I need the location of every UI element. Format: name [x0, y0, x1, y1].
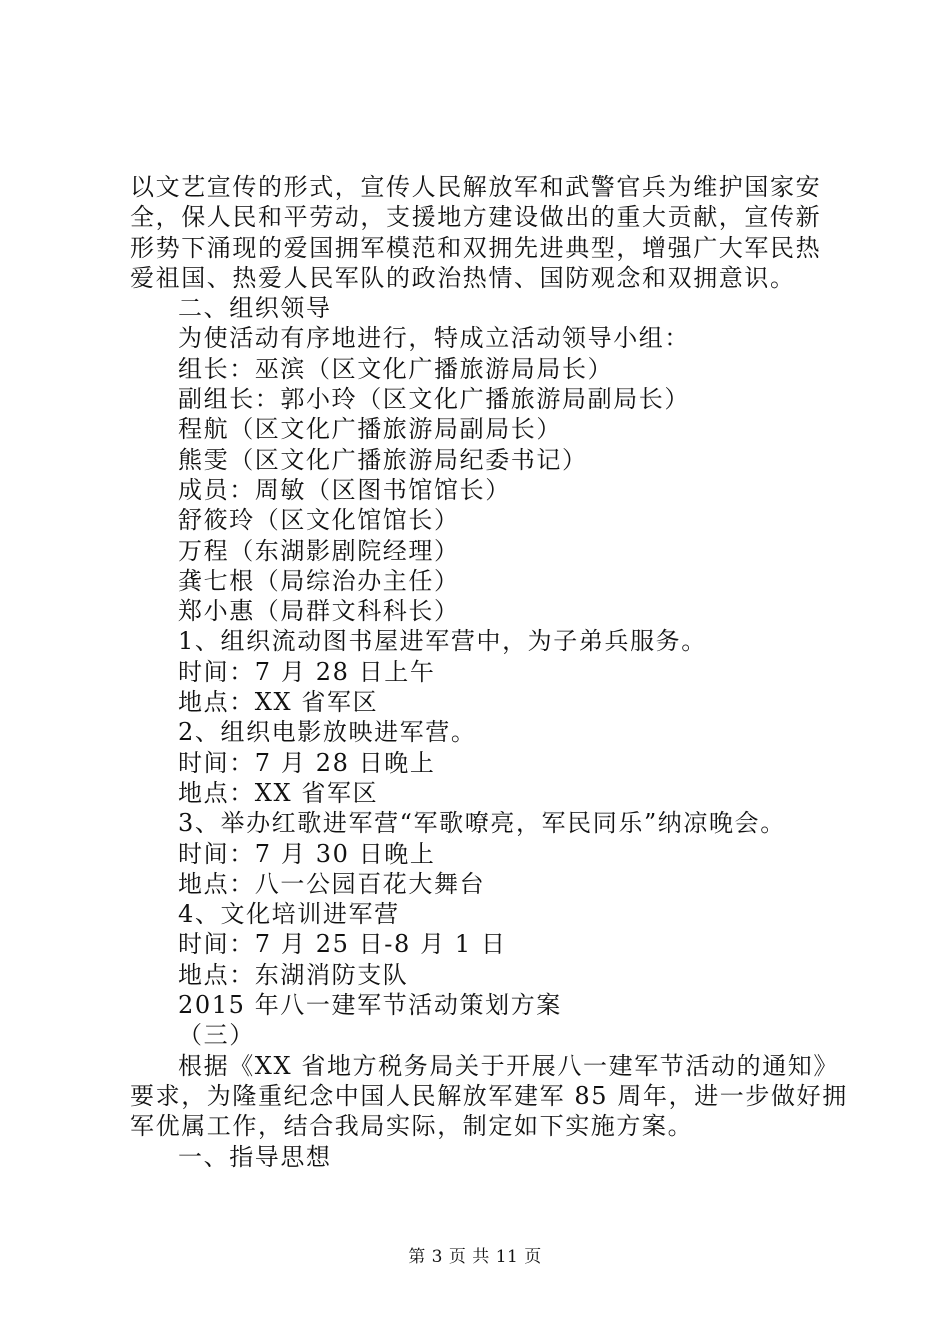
paragraph-line: 地点：八一公园百花大舞台 [178, 869, 486, 898]
paragraph-line: 龚七根（局综治办主任） [178, 566, 460, 595]
paragraph-line: 一、指导思想 [178, 1142, 332, 1171]
paragraph-line: 1、组织流动图书屋进军营中，为子弟兵服务。 [178, 627, 707, 656]
paragraph-line: 程航（区文化广播旅游局副局长） [178, 415, 562, 444]
paragraph-line: 舒筱玲（区文化馆馆长） [178, 506, 460, 535]
paragraph-line: 万程（东湖影剧院经理） [178, 536, 460, 565]
page-footer: 第 3 页 共 11 页 [408, 1247, 542, 1267]
paragraph-line: 二、组织领导 [178, 294, 332, 323]
paragraph-line: 郑小惠（局群文科科长） [178, 597, 460, 626]
paragraph-line: 成员：周敏（区图书馆馆长） [178, 475, 511, 504]
paragraph-line: 军优属工作，结合我局实际，制定如下实施方案。 [130, 1112, 694, 1141]
paragraph-line: 爱祖国、热爱人民军队的政治热情、国防观念和双拥意识。 [130, 263, 796, 292]
paragraph-line: （三） [178, 1021, 255, 1050]
document-body [130, 172, 848, 1172]
paragraph-line: 为使活动有序地进行，特成立活动领导小组： [178, 324, 690, 353]
paragraph-line: 以文艺宣传的形式，宣传人民解放军和武警官兵为维护国家安 [130, 173, 822, 201]
paragraph-line: 地点：XX 省军区 [178, 688, 379, 717]
paragraph-line: 副组长：郭小玲（区文化广播旅游局副局长） [178, 385, 690, 414]
paragraph-line: 时间：7 月 28 日晚上 [178, 748, 436, 777]
paragraph-line: 地点：XX 省军区 [178, 778, 379, 807]
paragraph-line: 形势下涌现的爱国拥军模范和双拥先进典型，增强广大军民热 [130, 233, 822, 262]
paragraph-line: 时间：7 月 25 日-8 月 1 日 [178, 930, 507, 959]
paragraph-line: 熊雯（区文化广播旅游局纪委书记） [178, 445, 588, 474]
paragraph-line: 根据《XX 省地方税务局关于开展八一建军节活动的通知》 [178, 1051, 839, 1080]
paragraph-line: 组长：巫滨（区文化广播旅游局局长） [178, 354, 614, 383]
paragraph-line: 时间：7 月 30 日晚上 [178, 839, 436, 868]
paragraph-line: 时间：7 月 28 日上午 [178, 657, 436, 686]
paragraph-line: 4、文化培训进军营 [178, 900, 400, 929]
paragraph-line: 要求，为隆重纪念中国人民解放军建军 85 周年，进一步做好拥 [130, 1081, 848, 1110]
paragraph-line: 2、组织电影放映进军营。 [178, 718, 477, 747]
paragraph-line: 全，保人民和平劳动，支援地方建设做出的重大贡献，宣传新 [130, 203, 822, 232]
paragraph-line: 地点：东湖消防支队 [178, 960, 409, 989]
paragraph-line: 3、举办红歌进军营“军歌嘹亮，军民同乐”纳凉晚会。 [178, 809, 786, 838]
paragraph-line: 2015 年八一建军节活动策划方案 [178, 991, 562, 1020]
